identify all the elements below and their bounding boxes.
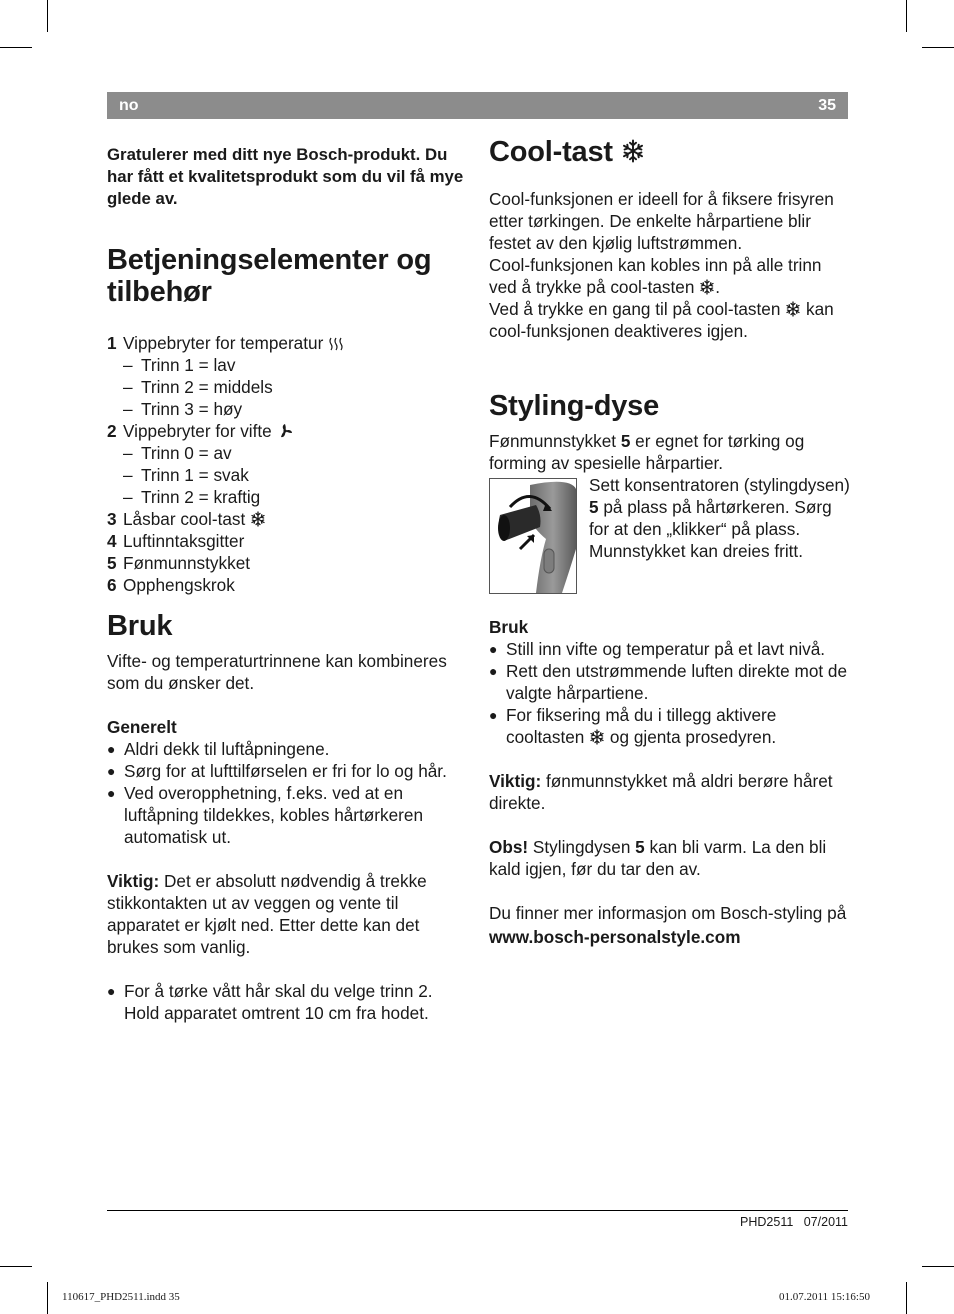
list-item: – Trinn 2 = kraftig (123, 487, 261, 507)
bruk-text: Vifte- og temperaturtrinnene kan kombineres som du ønsker det. (107, 651, 447, 693)
snowflake-icon (589, 729, 605, 745)
list-item: – Trinn 3 = høy (123, 399, 243, 419)
crop-mark (906, 1282, 907, 1314)
list-item: – Trinn 1 = svak (123, 465, 249, 485)
crop-mark (922, 47, 954, 48)
item-label: Vippebryter for temperatur (123, 333, 324, 353)
styling-figure-text: Sett konsentratoren (stylingdysen) 5 på plass på hårtørkeren. Sørg for at den „klikker“ på plass. Munnstykket kan dreies fritt. (589, 475, 850, 561)
styling-viktig-note: Viktig: fønmunnstykket må aldri berøre håret direkte. (489, 771, 833, 813)
page-header-bar (107, 92, 848, 119)
crop-mark (0, 1266, 32, 1267)
styling-bruk-list (489, 638, 851, 748)
item-number: 2 (107, 421, 117, 441)
cool-paragraph-1: Cool-funksjonen er ideell for å fiksere frisyren etter tørkingen. De enkelte hårpartiene blir festet av den kjølig luftstrømmen. (489, 189, 834, 253)
intro-text: Gratulerer med ditt nye Bosch-produkt. Du har fått et kvalitetsprodukt som du vil få mye glede av. (107, 145, 464, 208)
list-item: ● For fiksering må du i tillegg aktivere cooltasten og gjenta prosedyren. (489, 705, 777, 747)
cool-paragraph-2: Cool-funksjonen kan kobles inn på alle trinn ved å trykke på cool-tasten . (489, 255, 822, 297)
fan-icon (277, 423, 293, 439)
info-text: Du finner mer informasjon om Bosch-styling på (489, 903, 847, 923)
cool-heading: Cool-tast (489, 136, 851, 168)
styling-figure-row (489, 474, 851, 594)
heat-icon (328, 337, 344, 351)
print-timestamp: 01.07.2011 15:16:50 (779, 1291, 870, 1303)
list-item: – Trinn 0 = av (123, 443, 232, 463)
nozzle-illustration (489, 478, 577, 594)
crop-mark (0, 47, 32, 48)
item-label: Låsbar cool-tast (123, 509, 246, 529)
crop-mark (906, 0, 907, 32)
crop-mark (47, 1282, 48, 1314)
controls-heading: Betjeningselementer og tilbehør (107, 244, 432, 308)
list-item: – Trinn 1 = lav (123, 355, 236, 375)
wet-hair-list (107, 980, 467, 1024)
list-item: 4 Luftinntaksgitter (107, 531, 245, 551)
list-item (107, 332, 467, 420)
right-column (489, 136, 851, 948)
language-code: no (119, 96, 139, 114)
bruk-heading: Bruk (107, 610, 173, 642)
list-item: 5 Fønmunnstykket (107, 553, 251, 573)
snowflake-icon (785, 301, 801, 317)
item-label: Vippebryter for vifte (123, 421, 272, 441)
footer-model-date: PHD2511 07/2011 (740, 1215, 848, 1229)
list-item: ● Sørg for at lufttilførselen er fri for lo og hår. (107, 761, 447, 781)
list-item: ● Rett den utstrømmende luften direkte mot de valgte hårpartiene. (489, 661, 848, 703)
crop-mark (922, 1266, 954, 1267)
obs-note: Obs! Stylingdysen 5 kan bli varm. La den bli kald igjen, før du tar den av. (489, 837, 827, 879)
website-link[interactable]: www.bosch-personalstyle.com (489, 927, 741, 947)
generelt-list (107, 738, 467, 848)
left-column (107, 144, 467, 1024)
snowflake-icon (699, 279, 715, 295)
snowflake-icon (621, 139, 645, 163)
list-item: ● For å tørke vått hår skal du velge trinn 2. Hold apparatet omtrent 10 cm fra hodet. (107, 981, 433, 1023)
list-item: ● Aldri dekk til luftåpningene. (107, 739, 330, 759)
list-item (107, 420, 467, 508)
viktig-note: Viktig: Det er absolutt nødvendig å trekke stikkontakten ut av veggen og vente til apparatet er kjølt ned. Etter dette kan det brukes som vanlig. (107, 871, 427, 957)
styling-heading: Styling-dyse (489, 390, 660, 422)
crop-mark (47, 0, 48, 32)
generelt-heading: Generelt (107, 717, 177, 737)
print-file-info: 110617_PHD2511.indd 35 (62, 1291, 180, 1303)
list-item: ● Ved overopphetning, f.eks. ved at en luftåpning tildekkes, kobles hårtørkeren automatisk ut. (107, 783, 424, 847)
controls-list (107, 332, 467, 596)
snowflake-icon (250, 511, 266, 527)
page-number: 35 (818, 96, 836, 114)
styling-bruk-heading: Bruk (489, 617, 529, 637)
list-item: – Trinn 2 = middels (123, 377, 273, 397)
cool-paragraph-3: Ved å trykke en gang til på cool-tasten kan cool-funksjonen deaktiveres igjen. (489, 299, 834, 341)
list-item: ● Still inn vifte og temperatur på et lavt nivå. (489, 639, 826, 659)
list-item (107, 508, 467, 530)
footer-divider (107, 1210, 848, 1211)
item-number: 1 (107, 333, 117, 353)
list-item: 6 Opphengskrok (107, 575, 235, 595)
styling-intro: Fønmunnstykket 5 er egnet for tørking og forming av spesielle hårpartier. (489, 431, 805, 473)
item-number: 3 (107, 509, 117, 529)
